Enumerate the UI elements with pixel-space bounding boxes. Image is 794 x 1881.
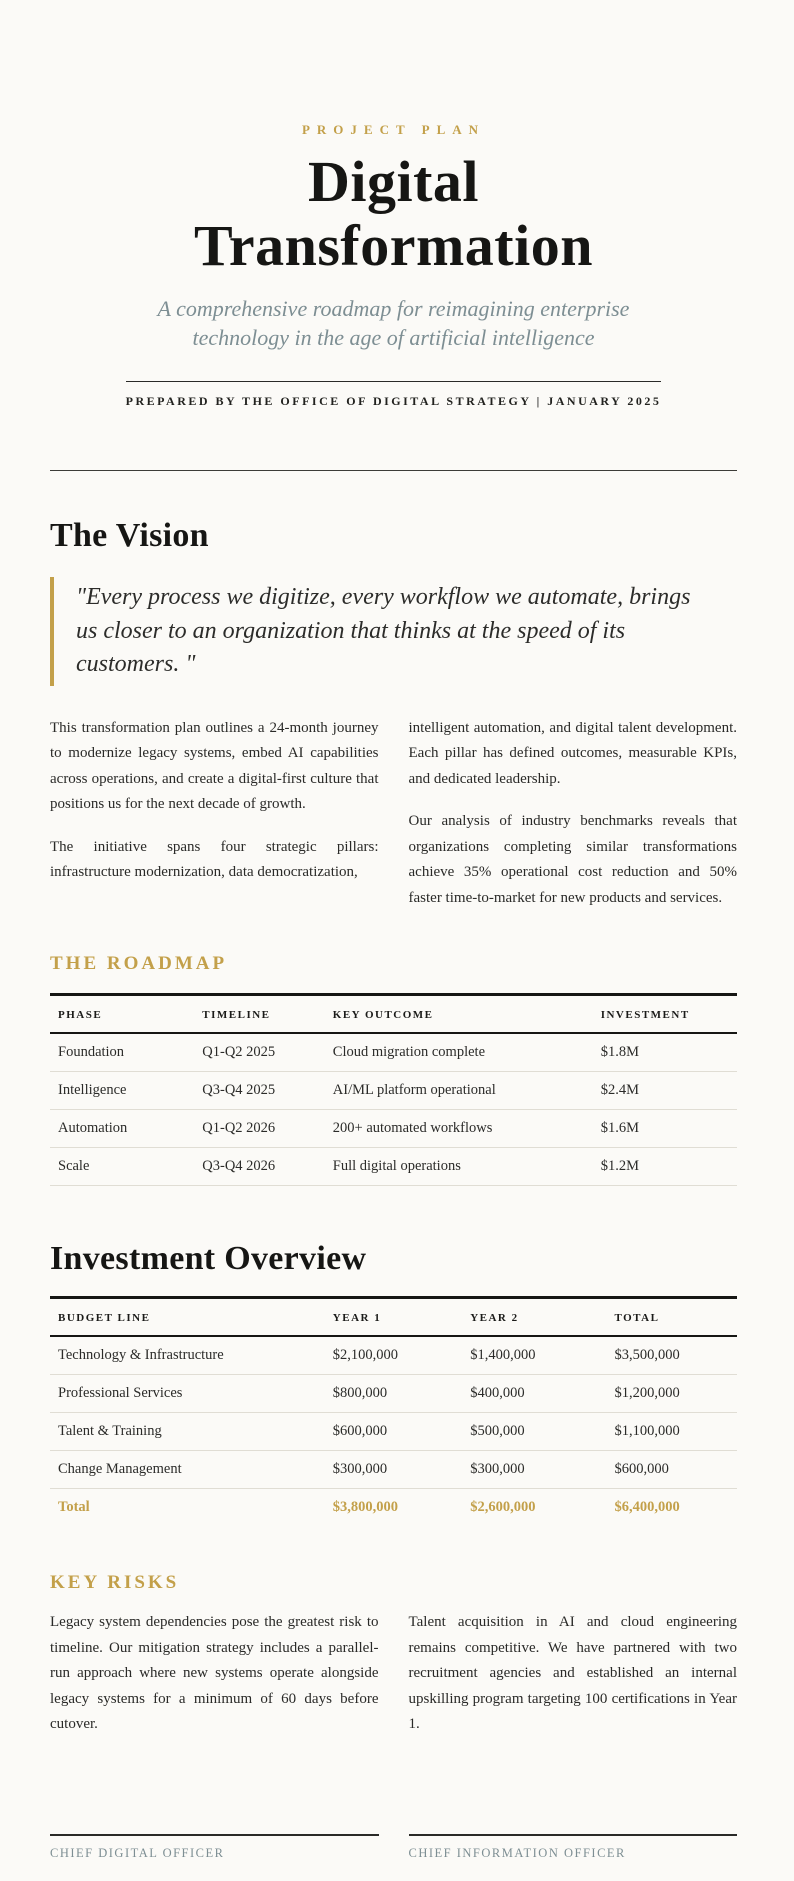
column-header-key-outcome: KEY OUTCOME (332, 1009, 434, 1022)
table-row (50, 1033, 737, 1072)
cell-budget-line: Professional Services (58, 1385, 183, 1402)
cell-budget-line: Change Management (58, 1461, 182, 1478)
investment-heading: Investment Overview (50, 1240, 367, 1278)
table-row (50, 1375, 737, 1413)
cell-total-year1: $3,800,000 (332, 1499, 399, 1516)
cell-year1: $800,000 (332, 1385, 388, 1402)
risks-columns (50, 1610, 737, 1738)
total-row (50, 1489, 737, 1527)
cell-total: $1,200,000 (614, 1385, 680, 1402)
cell-year2: $300,000 (470, 1461, 525, 1478)
vision-heading: The Vision (50, 516, 209, 554)
column-header-year2: YEAR 2 (470, 1312, 519, 1325)
cell-total: $1,100,000 (614, 1423, 680, 1440)
column-header-total: TOTAL (614, 1312, 660, 1325)
risks-column-left (50, 1610, 379, 1738)
document-header (50, 122, 737, 410)
cell-year2: $1,400,000 (470, 1347, 536, 1364)
table-row (50, 1110, 737, 1148)
cell-year1: $300,000 (332, 1461, 388, 1478)
cell-investment: $2.4M (600, 1082, 639, 1099)
column-header-year1: YEAR 1 (332, 1312, 382, 1325)
vision-paragraph: Our analysis of industry benchmarks reveals that organizations completing similar transformations achieve 35% operational cost reduction and 50% faster time-to-market for new products and services. (408, 813, 737, 906)
cell-timeline: Q1-Q2 2025 (202, 1044, 276, 1061)
cell-budget-line: Talent & Training (58, 1423, 162, 1440)
vision-paragraph: This transformation plan outlines a 24-month journey to modernize legacy systems, embed AI capabilities across operations, and create a digital-first culture that positions us for the next decade of growth. (50, 719, 379, 813)
page-title (50, 150, 737, 278)
vision-paragraph: intelligent automation, and digital talent development. Each pillar has defined outcomes, measurable KPIs, and dedicated leadership. (408, 719, 737, 787)
cell-investment: $1.6M (600, 1120, 639, 1137)
cell-phase: Automation (58, 1120, 128, 1137)
page-title-line2: Transformation (193, 212, 593, 278)
cell-key-outcome: AI/ML platform operational (332, 1082, 496, 1099)
page-title-line1: Digital (307, 149, 480, 214)
investment-section (50, 1240, 737, 1526)
cell-year1: $600,000 (332, 1423, 388, 1440)
table-row (50, 1413, 737, 1451)
roadmap-heading: THE ROADMAP (50, 953, 228, 975)
cell-total-year2: $2,600,000 (470, 1499, 536, 1516)
cell-key-outcome: Full digital operations (332, 1158, 461, 1175)
cell-investment: $1.2M (600, 1158, 639, 1175)
investment-table (50, 1296, 737, 1526)
roadmap-table (50, 993, 737, 1186)
signature-label: CHIEF DIGITAL OFFICER (50, 1845, 225, 1860)
vision-column-left (50, 716, 379, 912)
table-row (50, 1336, 737, 1375)
vision-section (50, 517, 737, 911)
cell-total-grand: $6,400,000 (614, 1499, 680, 1516)
cell-phase: Foundation (58, 1044, 125, 1061)
column-header-timeline: TIMELINE (202, 1009, 271, 1022)
cell-year1: $2,100,000 (332, 1347, 399, 1364)
prepared-by-line: PREPARED BY THE OFFICE OF DIGITAL STRATEGY | JANUARY 2025 (126, 381, 662, 409)
column-header-investment: INVESTMENT (600, 1009, 690, 1022)
cell-year2: $400,000 (470, 1385, 525, 1402)
signature-block-cdo (50, 1834, 379, 1861)
cell-timeline: Q3-Q4 2025 (202, 1082, 276, 1099)
cell-key-outcome: 200+ automated workflows (332, 1120, 493, 1137)
risks-heading: KEY RISKS (50, 1572, 180, 1594)
risks-column-right (409, 1610, 738, 1738)
vision-column-right (409, 716, 738, 912)
cell-key-outcome: Cloud migration complete (332, 1044, 486, 1061)
cell-timeline: Q3-Q4 2026 (202, 1158, 276, 1175)
page-subtitle: A comprehensive roadmap for reimagining enterprise technology in the age of artificial intelligence (157, 295, 630, 351)
cell-phase: Intelligence (58, 1082, 127, 1099)
investment-header-row (50, 1298, 737, 1337)
risk-paragraph: Legacy system dependencies pose the greatest risk to timeline. Our mitigation strategy includes a parallel-run approach where new systems operate alongside legacy systems for a minimum of 60 days before cutover. (50, 1614, 379, 1733)
cell-total: $3,500,000 (614, 1347, 680, 1364)
column-header-phase: PHASE (58, 1009, 103, 1022)
table-row (50, 1148, 737, 1186)
roadmap-header-row (50, 995, 737, 1034)
cell-timeline: Q1-Q2 2026 (202, 1120, 276, 1137)
pull-quote: "Every process we digitize, every workflow we automate, brings us closer to an organization that thinks at the speed of its customers. " (50, 577, 710, 686)
risk-paragraph: Talent acquisition in AI and cloud engineering remains competitive. We have partnered with two recruitment agencies and established an internal upskilling program targeting 100 certifications in Year 1. (408, 1614, 737, 1733)
table-row (50, 1451, 737, 1489)
section-divider (50, 470, 737, 471)
cell-phase: Scale (58, 1158, 90, 1175)
vision-paragraph: The initiative spans four strategic pillars: infrastructure modernization, data democratization, (50, 838, 379, 881)
signature-block-cio (409, 1834, 738, 1861)
table-row (50, 1072, 737, 1110)
column-header-budget-line: BUDGET LINE (58, 1312, 151, 1325)
risks-section (50, 1572, 737, 1738)
cell-year2: $500,000 (470, 1423, 525, 1440)
vision-columns (50, 716, 737, 912)
signature-label: CHIEF INFORMATION OFFICER (408, 1845, 626, 1860)
cell-total-label: Total (58, 1499, 90, 1516)
cell-budget-line: Technology & Infrastructure (58, 1347, 224, 1364)
cell-investment: $1.8M (600, 1044, 639, 1061)
signature-footer (50, 1834, 737, 1861)
roadmap-section (50, 953, 737, 1186)
kicker-label: PROJECT PLAN (301, 122, 486, 137)
cell-total: $600,000 (614, 1461, 669, 1478)
